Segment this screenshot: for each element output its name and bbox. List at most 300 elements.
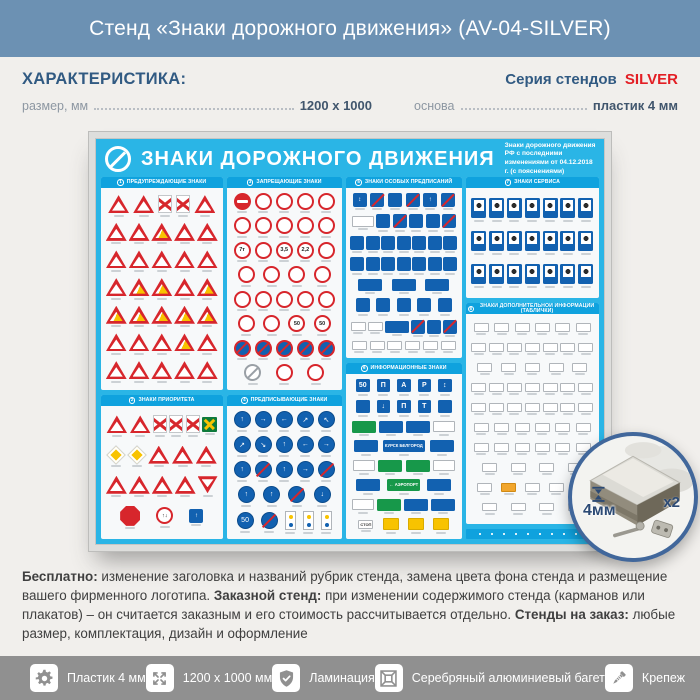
- sign-caption: [411, 230, 421, 232]
- sign-caption: [439, 473, 449, 475]
- feature-item: [146, 664, 272, 692]
- sign-caption: [419, 394, 429, 396]
- sign-caption: [578, 433, 588, 435]
- road-sign: [174, 361, 195, 383]
- ib-sign-glyph: [438, 400, 452, 414]
- description-segment: Стенды на заказ:: [514, 607, 629, 623]
- sign-caption: [157, 381, 167, 383]
- panel-title: ЗНАКИ СЕРВИСА: [514, 178, 560, 185]
- pq-sign-glyph: [555, 423, 570, 432]
- sign-caption: [267, 285, 277, 287]
- bb-sign-glyph: [431, 499, 455, 511]
- c-sign-glyph: [276, 291, 293, 308]
- road-sign: [525, 483, 540, 495]
- road-sign: [578, 403, 593, 415]
- sign-caption: [474, 253, 484, 255]
- sign-caption: [111, 242, 121, 244]
- road-sign: [148, 446, 169, 468]
- sign-caption: [321, 236, 331, 238]
- sign-caption: [160, 215, 170, 217]
- road-sign: [318, 242, 335, 263]
- sign-caption: [474, 413, 484, 415]
- road-sign: [397, 379, 411, 396]
- panel-number: 6: [362, 365, 366, 371]
- c-sign-glyph: [297, 193, 314, 210]
- sign-row: [469, 383, 596, 395]
- road-sign: [255, 340, 272, 361]
- road-sign: [263, 315, 280, 336]
- sign-caption: [430, 273, 440, 275]
- road-sign: [297, 436, 314, 457]
- rw-sign-glyph: [153, 415, 167, 433]
- panel-header: [346, 177, 462, 188]
- sign-caption: [358, 394, 368, 396]
- sign-caption: [443, 208, 453, 210]
- bb-sign-glyph: [358, 279, 382, 291]
- sv-sign-glyph: [543, 231, 558, 251]
- sign-caption: [537, 433, 547, 435]
- sign-caption: [258, 260, 268, 262]
- sign-row: [349, 257, 459, 275]
- road-sign: [572, 363, 587, 375]
- road-sign: [370, 341, 385, 353]
- sign-caption: [476, 433, 486, 435]
- pq-sign-glyph: [560, 383, 575, 392]
- sign-caption: [292, 505, 302, 507]
- sign-caption: [311, 383, 321, 385]
- road-sign: [397, 400, 411, 417]
- sign-caption: [527, 373, 537, 375]
- sign-caption: [527, 413, 537, 415]
- description-segment: при изменении содержимого стенда (карманов или плакатов) – он считается заказным и его стоимость рассчитывается отдельно.: [22, 588, 645, 623]
- feature-label: 1200 x 1000 мм: [182, 671, 273, 685]
- pq-sign-glyph: [535, 423, 550, 432]
- tri-sign-glyph: [129, 333, 150, 351]
- pq-sign-glyph: [511, 503, 526, 512]
- sign-row: [104, 506, 220, 530]
- road-sign: [381, 257, 395, 275]
- sign-caption: [240, 531, 250, 533]
- stand-panel-2: [101, 395, 223, 539]
- sign-caption: [171, 435, 181, 437]
- cb-sign-glyph: ↑: [234, 461, 251, 478]
- sign-caption: [134, 381, 144, 383]
- sign-caption: [399, 292, 409, 294]
- road-sign: [352, 216, 374, 231]
- stand-panel-7: [466, 177, 599, 298]
- sign-caption: [474, 220, 484, 222]
- road-sign: [515, 323, 530, 335]
- series-heading: [505, 71, 678, 88]
- description-segment: изменение заголовка и названий рубрик стенда, замена цвета фона стенда и размещение вашего фирменного логотипа.: [22, 569, 668, 604]
- pq-sign-glyph: [535, 443, 550, 452]
- road-sign: [356, 379, 370, 396]
- road-sign: [441, 341, 456, 353]
- road-sign: [408, 518, 424, 534]
- road-sign: [263, 266, 280, 287]
- road-sign: [255, 217, 272, 238]
- road-sign: [288, 266, 305, 287]
- road-sign: [318, 411, 335, 432]
- sign-caption: [134, 325, 144, 327]
- road-sign: [471, 198, 486, 222]
- spec-value: пластик 4 мм: [592, 98, 678, 113]
- road-sign: [297, 461, 314, 482]
- panel-title: ЗНАКИ ОСОБЫХ ПРЕДПИСАНИЙ: [364, 178, 453, 185]
- pq-sign-glyph: [423, 341, 438, 350]
- sign-caption: [279, 358, 289, 360]
- road-sign: [535, 423, 550, 435]
- sqb-sign-glyph: [426, 214, 440, 228]
- ib-sign-glyph: П: [377, 379, 391, 393]
- sign-row: [230, 266, 340, 287]
- road-sign: [471, 343, 486, 355]
- sign-caption: [300, 211, 310, 213]
- sign-caption: [202, 381, 212, 383]
- sqb-sign-glyph: [397, 236, 411, 250]
- road-sign: [560, 231, 575, 255]
- road-sign: [525, 198, 540, 222]
- sign-caption: [321, 309, 331, 311]
- feature-item: [272, 664, 375, 692]
- road-sign: [438, 400, 452, 417]
- sqb-sign-glyph: ↑: [423, 193, 437, 207]
- sign-caption: [372, 208, 382, 210]
- sign-caption: [492, 220, 502, 222]
- pq-sign-glyph: [555, 443, 570, 452]
- description-segment: Заказной стенд:: [213, 588, 322, 604]
- sign-caption: [445, 251, 455, 253]
- road-sign: [297, 193, 314, 214]
- sqbx-sign-glyph: [406, 193, 420, 207]
- road-sign: [174, 223, 195, 245]
- sign-row: [349, 499, 459, 515]
- road-sign: [376, 298, 390, 316]
- road-sign: [489, 198, 504, 222]
- road-sign: [276, 364, 293, 385]
- c-sign-glyph: [238, 315, 255, 332]
- road-sign: [353, 460, 375, 475]
- sign-caption: [438, 512, 448, 514]
- sign-caption: [558, 333, 568, 335]
- sign-caption: [492, 253, 502, 255]
- sign-caption: [300, 455, 310, 457]
- sqb-sign-glyph: [366, 236, 380, 250]
- road-sign: [197, 306, 218, 328]
- c-sign-glyph: [234, 217, 251, 234]
- sign-caption: [480, 373, 490, 375]
- dotted-leader: [461, 108, 587, 110]
- stand-column-1: [101, 177, 223, 539]
- bb-sign-glyph: [427, 479, 451, 491]
- tri-sign-glyph: [129, 476, 150, 494]
- road-sign: [106, 415, 127, 437]
- sign-caption: [509, 253, 519, 255]
- sv-sign-glyph: [489, 198, 504, 218]
- sign-row: [469, 343, 596, 355]
- sign-caption: [408, 208, 418, 210]
- road-sign: [169, 415, 183, 437]
- pq-sign-glyph: [494, 443, 509, 452]
- characteristics-header: [22, 70, 678, 89]
- pq-sign-glyph: [501, 363, 516, 372]
- road-sign: [441, 193, 455, 211]
- road-sign: [172, 446, 193, 468]
- road-sign: [297, 291, 314, 312]
- cbs-sign-glyph: [255, 461, 272, 478]
- sign-caption: [390, 351, 400, 353]
- sign-caption: [414, 273, 424, 275]
- sign-caption: [112, 435, 122, 437]
- road-sign: [549, 483, 564, 495]
- road-sign: [507, 403, 522, 415]
- sqb-sign-glyph: ↑: [189, 509, 203, 523]
- rw-sign-glyph: [186, 415, 200, 433]
- tri-sign-glyph: [148, 446, 169, 464]
- road-sign: [276, 340, 293, 361]
- sv-sign-glyph: [507, 264, 522, 284]
- tri-sign-glyph: [129, 361, 150, 379]
- sign-caption: [321, 480, 331, 482]
- cbs-sign-glyph: [288, 486, 305, 503]
- road-sign: [393, 214, 407, 232]
- road-sign: [106, 278, 127, 300]
- sign-row: [230, 436, 340, 457]
- sign-caption: [476, 453, 486, 455]
- pq-sign-glyph: [543, 403, 558, 412]
- sign-caption: [180, 298, 190, 300]
- c-sign-glyph: [276, 217, 293, 234]
- road-sign: [366, 236, 380, 254]
- sign-caption: [317, 505, 327, 507]
- sign-caption: [300, 236, 310, 238]
- road-sign: [535, 323, 550, 335]
- characteristics-heading: ХАРАКТЕРИСТИКА:: [22, 70, 187, 88]
- pq-sign-glyph: [370, 341, 385, 350]
- road-sign: [515, 423, 530, 435]
- road-sign: [411, 320, 425, 338]
- road-sign: [543, 383, 558, 395]
- pq-sign-glyph: [515, 423, 530, 432]
- cbs-sign-glyph: [318, 461, 335, 478]
- road-sign: [555, 443, 570, 455]
- sign-caption: [497, 453, 507, 455]
- stand-panel-1: [101, 177, 223, 390]
- road-sign: [406, 193, 420, 211]
- road-sign: [321, 511, 332, 534]
- road-sign: [543, 198, 558, 222]
- pq-sign-glyph: [387, 341, 402, 350]
- sv-sign-glyph: [471, 264, 486, 284]
- cgr-sign-glyph: [244, 364, 261, 381]
- road-sign: [106, 476, 127, 498]
- sign-caption: [437, 454, 447, 456]
- sign-caption: [551, 493, 561, 495]
- pq-sign-glyph: [477, 483, 492, 492]
- bb-sign-glyph: [354, 440, 378, 452]
- sign-caption: [317, 334, 327, 336]
- pq-sign-glyph: [543, 343, 558, 352]
- sqb-sign-glyph: [443, 236, 457, 250]
- road-sign: [412, 236, 426, 254]
- sign-caption: [413, 335, 423, 337]
- sign-caption: [378, 394, 388, 396]
- sign-caption: [292, 285, 302, 287]
- c-sign-glyph: ↑↓: [156, 507, 173, 524]
- cbx-sign-glyph: [276, 340, 293, 357]
- sign-caption: [436, 532, 446, 534]
- sv-sign-glyph: [578, 264, 593, 284]
- tri-sign-glyph: [174, 250, 195, 268]
- panel-body: [101, 406, 223, 539]
- sign-row: [230, 364, 340, 385]
- sign-caption: [180, 495, 190, 497]
- pq-sign-glyph: [525, 383, 540, 392]
- sign-caption: [411, 532, 421, 534]
- stand-panel-3: [227, 177, 343, 390]
- dotted-leader: [94, 108, 294, 110]
- road-sign: [377, 400, 391, 417]
- road-sign: [234, 193, 251, 214]
- road-sign: [474, 323, 489, 335]
- sqb-sign-glyph: [412, 236, 426, 250]
- sign-caption: [392, 334, 402, 336]
- sign-row: [469, 198, 596, 222]
- road-sign: [428, 236, 442, 254]
- stand-board: [96, 139, 604, 544]
- cbx-sign-glyph: [234, 340, 251, 357]
- road-sign: [358, 520, 373, 532]
- sign-caption: [279, 236, 289, 238]
- sign-row: [104, 306, 220, 328]
- pq-sign-glyph: [525, 403, 540, 412]
- pq-sign-glyph: [405, 341, 420, 350]
- stand-panel-6: [346, 363, 462, 539]
- feature-item: [605, 664, 685, 692]
- pq-sign-glyph: [507, 343, 522, 352]
- sign-caption: [419, 314, 429, 316]
- dia-sign-glyph: [107, 446, 124, 463]
- trs-sign-glyph: [151, 223, 172, 241]
- cb-sign-glyph: ↖: [318, 411, 335, 428]
- road-sign: [174, 306, 195, 328]
- description-segment: любые размер, комплектация, дизайн и оформление: [22, 607, 676, 642]
- road-sign: [234, 242, 251, 263]
- sign-caption: [154, 465, 164, 467]
- sign-caption: [545, 393, 555, 395]
- road-sign: [197, 223, 218, 245]
- road-sign: [255, 436, 272, 457]
- pq-sign-glyph: [549, 483, 564, 492]
- sign-caption: [551, 373, 561, 375]
- pq-sign-glyph: [560, 343, 575, 352]
- road-sign: [151, 278, 172, 300]
- pq-sign-glyph: [489, 403, 504, 412]
- sign-caption: [509, 393, 519, 395]
- sign-caption: [527, 393, 537, 395]
- thickness-label: 4мм: [583, 502, 616, 519]
- sign-caption: [202, 270, 212, 272]
- pq-sign-glyph: [515, 323, 530, 332]
- road-sign: [237, 512, 254, 533]
- tri-sign-glyph: [197, 333, 218, 351]
- panel-title: ИНФОРМАЦИОННЫЕ ЗНАКИ: [370, 364, 447, 371]
- sign-caption: [134, 242, 144, 244]
- spec-row: [22, 98, 372, 113]
- road-sign: [397, 257, 411, 275]
- sv-sign-glyph: [507, 231, 522, 251]
- cb-sign-glyph: ↑: [276, 461, 293, 478]
- trs-sign-glyph: [129, 278, 150, 296]
- sign-caption: [258, 236, 268, 238]
- wb-sign-glyph: [433, 421, 455, 432]
- sign-caption: [292, 334, 302, 336]
- sign-caption: [527, 253, 537, 255]
- road-sign: [397, 298, 411, 316]
- sign-caption: [581, 220, 591, 222]
- sign-caption: [300, 480, 310, 482]
- sign-caption: [563, 353, 573, 355]
- pq-sign-glyph: [535, 323, 550, 332]
- gb-sign-glyph: ← АЭРОПОРТ: [387, 479, 420, 491]
- tri-sign-glyph: [175, 476, 196, 494]
- road-sign: [318, 217, 335, 238]
- sign-caption: [358, 415, 368, 417]
- road-sign: [543, 231, 558, 255]
- sign-caption: [157, 353, 167, 355]
- panel-title: ЗНАКИ ДОПОЛНИТЕЛЬНОЙ ИНФОРМАЦИИ (ТАБЛИЧКИ): [479, 303, 595, 314]
- sign-caption: [509, 413, 519, 415]
- road-sign: [297, 217, 314, 238]
- pq-sign-glyph: [578, 343, 593, 352]
- panel-header: [227, 395, 343, 406]
- sv-sign-glyph: [525, 231, 540, 251]
- sign-caption: [355, 208, 365, 210]
- road-sign: [433, 460, 455, 475]
- c-sign-glyph: 50: [314, 315, 331, 332]
- cbs-sign-glyph: [261, 512, 278, 529]
- sign-caption: [527, 353, 537, 355]
- road-sign: [129, 476, 150, 498]
- sqb-sign-glyph: [366, 257, 380, 271]
- road-sign: [197, 333, 218, 355]
- sqbx-sign-glyph: [370, 193, 384, 207]
- road-sign: [151, 306, 172, 328]
- sign-caption: [201, 465, 211, 467]
- road-sign: [560, 343, 575, 355]
- sign-caption: [111, 353, 121, 355]
- sign-caption: [361, 454, 371, 456]
- sign-caption: [155, 435, 165, 437]
- sign-caption: [399, 394, 409, 396]
- c-sign-glyph: 50: [288, 315, 305, 332]
- road-sign: [427, 479, 451, 495]
- pq-sign-glyph: [477, 363, 492, 372]
- road-sign: [276, 291, 293, 312]
- pq-sign-glyph: [576, 323, 591, 332]
- panel-header: [346, 363, 462, 374]
- road-sign: [106, 333, 127, 355]
- sign-caption: [419, 415, 429, 417]
- pq-sign-glyph: [471, 403, 486, 412]
- road-sign: [370, 193, 384, 211]
- pqy-sign-glyph: [501, 483, 516, 492]
- pq-sign-glyph: [351, 322, 366, 331]
- sign-caption: [279, 211, 289, 213]
- sign-caption: [378, 314, 388, 316]
- pq-sign-glyph: [474, 323, 489, 332]
- sign-caption: [237, 236, 247, 238]
